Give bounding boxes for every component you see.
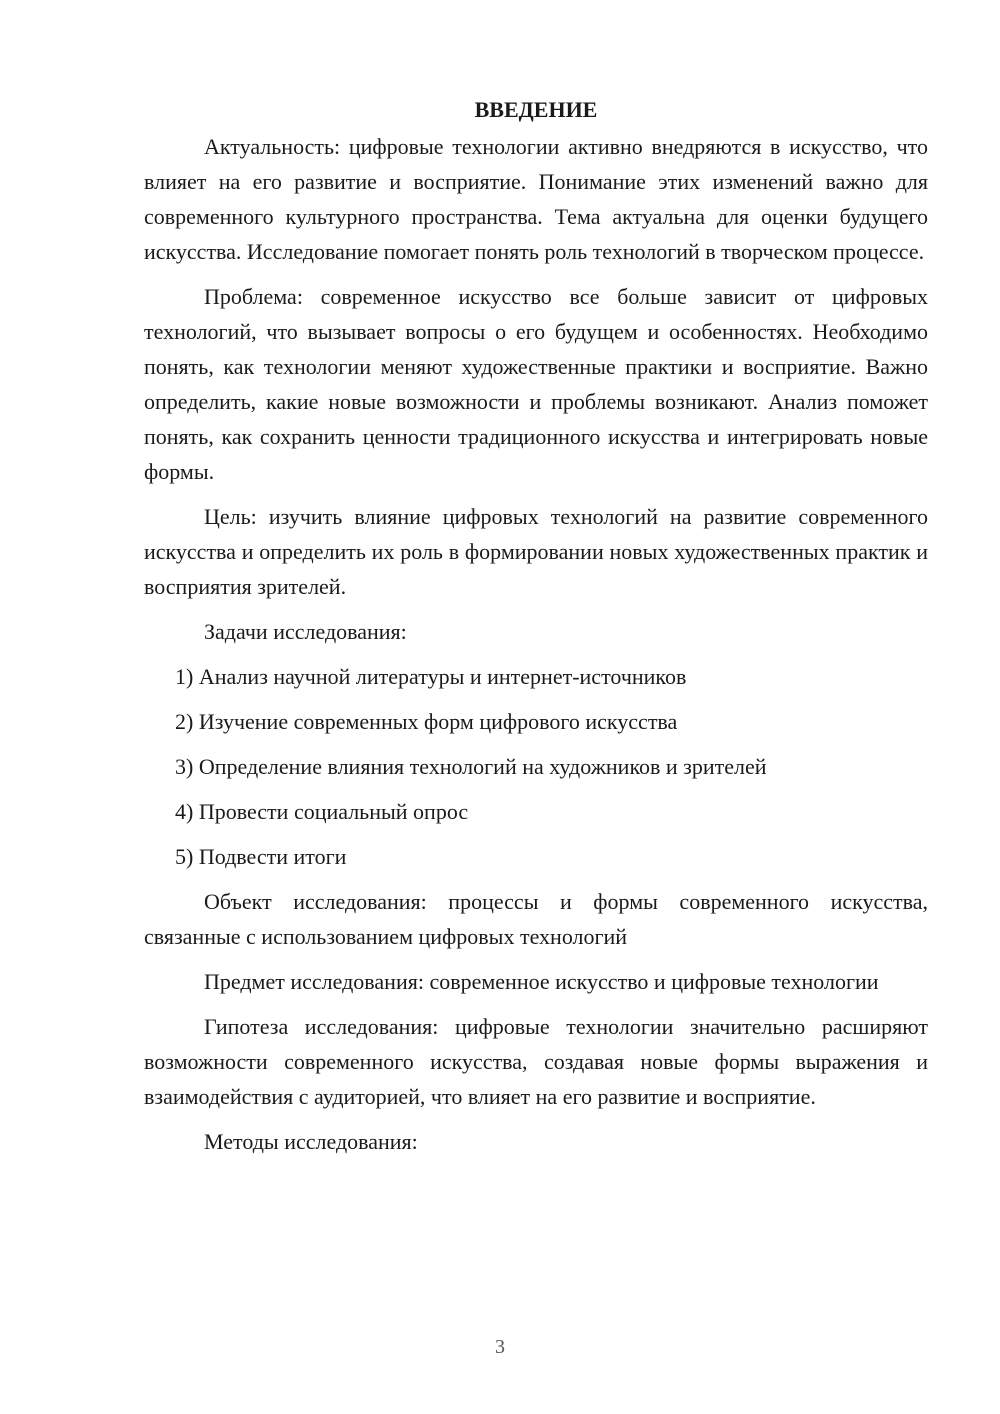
section-heading: ВВЕДЕНИЕ: [474, 97, 598, 122]
list-item: 5) Подвести итоги: [175, 844, 347, 869]
relevance-paragraph: Актуальность: цифровые технологии активно внедряются в искусство, что влияет на его развитие и восприятие. Понимание этих изменений важно для современного культурного пространства. Тема актуальна для оценки будущего искусства. Исследование помогает понять роль технологий в творческом процессе.: [144, 134, 928, 264]
tasks-heading: Задачи исследования:: [204, 619, 407, 644]
list-item: 1) Анализ научной литературы и интернет-источников: [175, 664, 687, 689]
page-number: 3: [495, 1336, 505, 1358]
goal-paragraph: Цель: изучить влияние цифровых технологий на развитие современного искусства и определить их роль в формировании новых художественных практик и восприятия зрителей.: [144, 504, 928, 599]
methods-heading: Методы исследования:: [204, 1129, 418, 1154]
list-item: 3) Определение влияния технологий на художников и зрителей: [175, 754, 767, 779]
subject-paragraph: Предмет исследования: современное искусство и цифровые технологии: [204, 969, 879, 994]
list-item: 2) Изучение современных форм цифрового искусства: [175, 709, 678, 734]
object-paragraph: Объект исследования: процессы и формы современного искусства, связанные с использованием цифровых технологий: [144, 889, 928, 949]
document-page: [144, 92, 928, 1169]
problem-paragraph: Проблема: современное искусство все больше зависит от цифровых технологий, что вызывает вопросы о его будущем и особенностях. Необходимо понять, как технологии меняют художественные практики и восприятие. Важно определить, какие новые возможности и проблемы возникают. Анализ поможет понять, как сохранить ценности традиционного искусства и интегрировать новые формы.: [144, 284, 928, 484]
hypothesis-paragraph: Гипотеза исследования: цифровые технологии значительно расширяют возможности современного искусства, создавая новые формы выражения и взаимодействия с аудиторией, что влияет на его развитие и восприятие.: [144, 1014, 928, 1109]
list-item: 4) Провести социальный опрос: [175, 799, 469, 824]
tasks-list: [144, 659, 928, 874]
